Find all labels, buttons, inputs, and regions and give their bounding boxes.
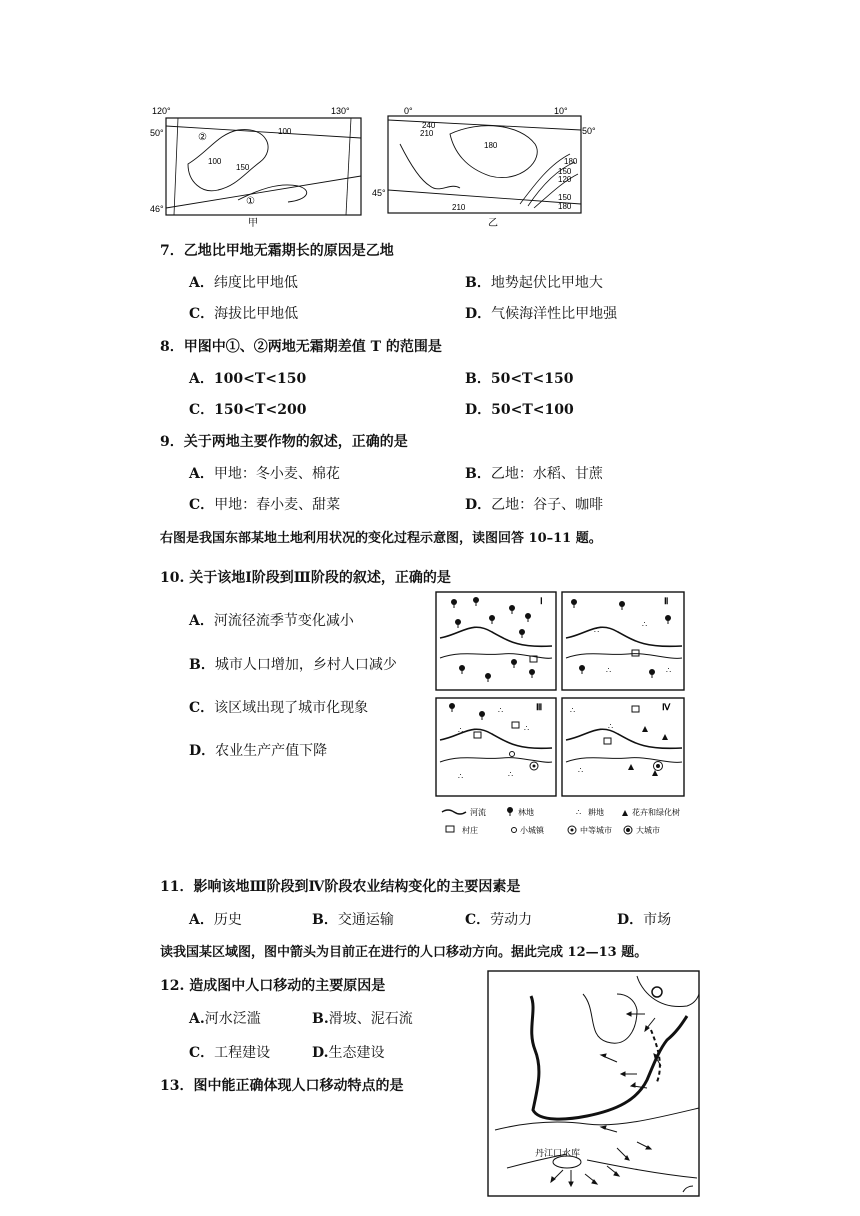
legend-medium-city: 中等城市 [580,826,612,835]
reservoir-label: 丹江口水库 [535,1148,581,1158]
q11-option-c[interactable] [465,909,532,929]
q12-option-c-text: 工程建设 [214,1045,271,1061]
map-yi-contour-180a: 180 [484,141,498,150]
map-yi [370,104,602,229]
legend-flowers: 花卉和绿化树 [632,808,680,817]
q8-option-b[interactable] [465,368,573,388]
map-jia-lat-top: 50° [150,128,164,138]
q11-option-c-letter: C． [465,912,491,928]
legend-farmland: 耕地 [588,808,604,817]
q9-option-c-text: 甲地：春小麦、甜菜 [214,497,341,513]
q12-option-b[interactable] [312,1008,413,1028]
map-jia-contour-1: 100 [278,127,292,136]
question-10-stem: 10. 关于该地Ⅰ阶段到Ⅲ阶段的叙述，正确的是 [160,570,451,586]
q7-option-c[interactable] [189,303,298,323]
q7-option-b[interactable] [465,272,603,292]
q8-option-c-text: 150<T<200 [214,402,307,418]
panel-i-label: Ⅰ [540,596,543,606]
map-yi-contour-180c: 180 [558,202,572,211]
map-jia-caption: 甲 [248,218,258,229]
question-7-stem: 7．乙地比甲地无霜期长的原因是乙地 [160,243,394,259]
q10-option-d-letter: D． [189,743,216,759]
q10-option-a[interactable] [189,610,354,630]
q9-option-d-letter: D． [465,497,492,513]
panel-iii-label: Ⅲ [536,702,543,712]
q10-option-a-letter: A． [189,613,214,629]
q12-option-d-text: 生态建设 [328,1045,385,1061]
panel-iv-label: Ⅳ [662,702,671,712]
q11-option-c-text: 劳动力 [490,912,533,928]
q12-option-a[interactable] [189,1008,261,1028]
q12-option-b-letter: B. [312,1011,329,1027]
map-jia [148,104,370,229]
q7-option-d-text: 气候海洋性比甲地强 [491,306,618,322]
q11-option-d[interactable] [617,909,671,929]
q11-option-b-letter: B． [312,912,338,928]
map-yi-lat-top: 50° [582,126,596,136]
map-yi-contour-150a: 150 [558,167,572,176]
question-13-stem: 13．图中能正确体现人口移动特点的是 [160,1078,404,1094]
q8-option-c[interactable] [189,399,306,419]
q7-option-b-text: 地势起伏比甲地大 [490,275,603,291]
q12-option-c[interactable] [189,1042,270,1062]
map-jia-lon-right: 130° [331,106,350,116]
legend-large-city: 大城市 [636,826,660,835]
q12-option-c-letter: C． [189,1045,215,1061]
map-jia-contour-3: 150 [236,163,250,172]
q7-option-d[interactable] [465,303,617,323]
map-yi-contour-150b: 150 [558,193,572,202]
q8-option-d[interactable] [465,399,574,419]
q11-option-a-letter: A． [189,912,214,928]
q9-option-c[interactable] [189,494,340,514]
q11-option-b[interactable] [312,909,394,929]
map-yi-contour-210: 210 [420,129,434,138]
q10-option-c[interactable] [189,697,368,717]
migration-map [487,970,701,1198]
map-yi-contour-180b: 180 [564,157,578,166]
q8-option-a-letter: A． [189,371,214,387]
q11-option-d-letter: D． [617,912,644,928]
q12-option-b-text: 滑坡、泥石流 [328,1011,413,1027]
legend-river: 河流 [470,808,486,817]
map-yi-contour-210b: 210 [452,203,466,212]
landuse-figure: ∴ Ⅰ Ⅱ Ⅲ Ⅳ 河流 林地 耕地 花卉和绿化树 村庄 小城镇 中等城市 大城市 [432,590,692,840]
q8-option-b-letter: B． [465,371,491,387]
q7-option-a-letter: A． [189,275,214,291]
map-jia-contour-2: 100 [208,157,222,166]
q11-option-b-text: 交通运输 [337,912,394,928]
q8-option-a-text: 100<T<150 [213,371,307,387]
map-yi-lon-right: 10° [554,106,568,116]
q7-option-a-text: 纬度比甲地低 [213,275,298,291]
q10-option-a-text: 河流径流季节变化减小 [213,613,354,629]
q9-option-d-text: 乙地：谷子、咖啡 [491,497,604,513]
q7-option-c-text: 海拔比甲地低 [214,306,299,322]
intro-10-11: 右图是我国东部某地土地利用状况的变化过程示意图，读图回答 10–11 题。 [160,531,602,546]
q11-option-a-text: 历史 [213,912,242,928]
map-yi-contour-120: 120 [558,175,572,184]
q10-option-d-text: 农业生产产值下降 [215,743,328,759]
q8-option-b-text: 50<T<150 [490,371,574,387]
q9-option-a[interactable] [189,463,340,483]
legend-forest: 林地 [518,808,534,817]
q11-option-a[interactable] [189,909,242,929]
q7-option-c-letter: C． [189,306,215,322]
legend-village: 村庄 [462,826,478,835]
q8-option-c-letter: C． [189,402,215,418]
q9-option-a-letter: A． [189,466,214,482]
map-yi-lon-left: 0° [404,106,413,116]
q12-option-a-text: 河水泛滥 [204,1011,261,1027]
q9-option-a-text: 甲地：冬小麦、棉花 [213,466,340,482]
q8-option-d-text: 50<T<100 [491,402,574,418]
panel-ii-label: Ⅱ [664,596,669,606]
map-yi-lat-left: 45° [372,188,386,198]
question-12-stem: 12. 造成图中人口移动的主要原因是 [160,978,386,994]
q9-option-c-letter: C． [189,497,215,513]
q8-option-d-letter: D． [465,402,492,418]
intro-12-13: 读我国某区域图，图中箭头为目前正在进行的人口移动方向。据此完成 12—13 题。 [160,945,648,960]
q10-option-c-text: 该区域出现了城市化现象 [214,700,369,716]
q7-option-d-letter: D． [465,306,492,322]
map-jia-lon-left: 120° [152,106,171,116]
q10-option-b-text: 城市人口增加，乡村人口减少 [214,657,397,673]
q12-option-a-letter: A. [189,1011,205,1027]
q10-option-b[interactable] [189,654,397,674]
map-yi-caption: 乙 [488,218,498,229]
q9-option-d[interactable] [465,494,603,514]
map-jia-point-2: ② [198,132,207,143]
q9-option-b-letter: B． [465,466,491,482]
map-jia-lat-bottom: 46° [150,204,164,214]
q10-option-b-letter: B． [189,657,215,673]
q8-option-a[interactable] [189,368,306,388]
q11-option-d-text: 市场 [643,912,672,928]
q12-option-d[interactable] [312,1042,385,1062]
q7-option-a[interactable] [189,272,298,292]
q10-option-c-letter: C． [189,700,215,716]
q7-option-b-letter: B． [465,275,491,291]
q10-option-d[interactable] [189,740,327,760]
question-9-stem: 9．关于两地主要作物的叙述，正确的是 [160,434,408,450]
question-11-stem: 11．影响该地Ⅲ阶段到Ⅳ阶段农业结构变化的主要因素是 [160,879,521,895]
map-jia-point-1: ① [246,196,255,207]
q9-option-b-text: 乙地：水稻、甘蔗 [490,466,603,482]
q12-option-d-letter: D. [312,1045,329,1061]
q9-option-b[interactable] [465,463,603,483]
question-8-stem: 8．甲图中①、②两地无霜期差值 T 的范围是 [160,339,442,355]
map-yi-contour-240: 240 [422,121,436,130]
legend-small-town: 小城镇 [520,826,544,835]
